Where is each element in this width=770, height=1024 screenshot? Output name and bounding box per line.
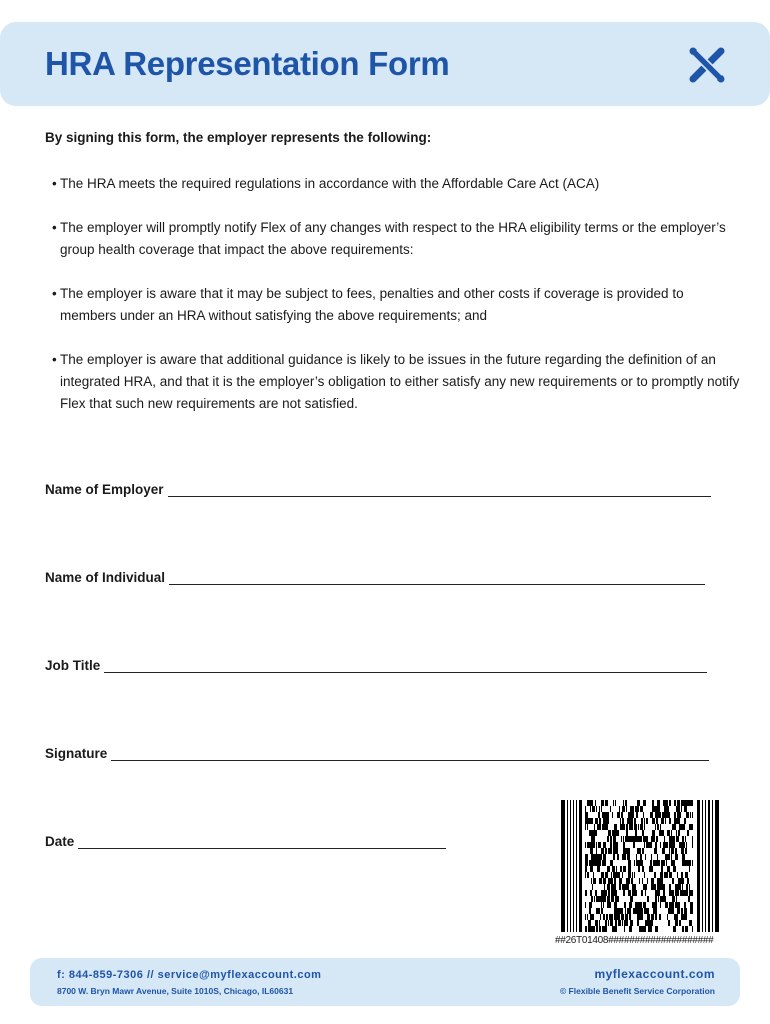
bullet-text: The employer is aware that additional guidance is likely to be issues in the future regarding the definition of an integrated HRA, and that it is the employer’s obligation to either satisfy any new requirements or to promptly notify Flex that such new requirements are not satisfied. — [60, 352, 740, 411]
list-item: • The employer is aware that additional guidance is likely to be issues in the future regarding the definition of an integrated HRA, and that it is the employer’s obligation to either satisfy any new requirements or to promptly notify Flex that such new requirements are not satisfied. — [52, 349, 742, 415]
bullet-text: The employer is aware that it may be subject to fees, penalties and other costs if coverage is provided to members under an HRA without satisfying the above requirements; and — [60, 286, 684, 323]
footer-website: myflexaccount.com — [594, 967, 715, 981]
footer-bar — [30, 958, 740, 1006]
employer-name-field — [45, 482, 711, 497]
job-title-line[interactable] — [104, 658, 707, 673]
list-item: • The HRA meets the required regulations in accordance with the Affordable Care Act (ACA) — [52, 173, 742, 195]
bullet-text: The employer will promptly notify Flex of any changes with respect to the HRA eligibility terms or the employer’s group health coverage that impact the above requirements: — [60, 220, 726, 257]
footer-contact: f: 844-859-7306 // service@myflexaccount.com — [57, 969, 322, 981]
job-title-label: Job Title — [45, 658, 101, 673]
job-title-field — [45, 658, 707, 673]
pdf417-barcode — [561, 800, 719, 932]
individual-name-line[interactable] — [169, 570, 705, 585]
individual-name-field — [45, 570, 705, 585]
signature-field — [45, 746, 709, 761]
footer-copyright: © Flexible Benefit Service Corporation — [559, 986, 715, 996]
signature-label: Signature — [45, 746, 108, 761]
list-item: • The employer is aware that it may be subject to fees, penalties and other costs if coverage is provided to members under an HRA without satisfying the above requirements; and — [52, 283, 742, 327]
bullet-list — [52, 173, 742, 437]
flex-x-logo-icon — [684, 42, 730, 88]
employer-name-line[interactable] — [168, 482, 711, 497]
date-label: Date — [45, 834, 75, 849]
signature-line[interactable] — [111, 746, 709, 761]
list-item: • The employer will promptly notify Flex of any changes with respect to the HRA eligibility terms or the employer’s group health coverage that impact the above requirements: — [52, 217, 742, 261]
employer-name-label: Name of Employer — [45, 482, 164, 497]
footer-address: 8700 W. Bryn Mawr Avenue, Suite 1010S, Chicago, IL60631 — [57, 986, 294, 996]
intro-text: By signing this form, the employer represents the following: — [45, 130, 432, 145]
date-field — [45, 834, 446, 849]
page-title: HRA Representation Form — [45, 45, 450, 82]
bullet-text: The HRA meets the required regulations in accordance with the Affordable Care Act (ACA) — [60, 176, 600, 191]
date-line[interactable] — [78, 834, 446, 849]
individual-name-label: Name of Individual — [45, 570, 166, 585]
barcode-text: ##26T01408#################### — [555, 935, 714, 946]
